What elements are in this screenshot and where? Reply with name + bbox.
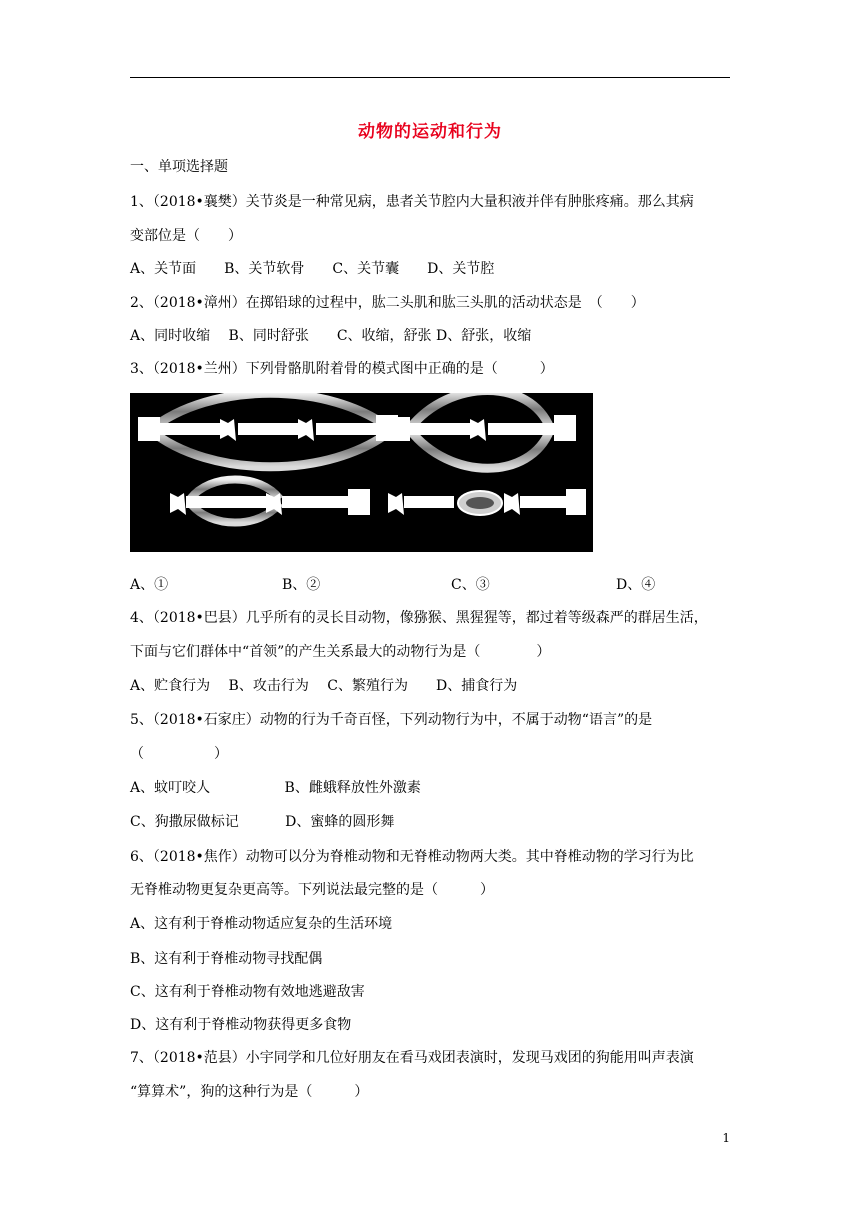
question-7-line-1: 7、（2018•范县）小宇同学和几位好朋友在看马戏团表演时，发现马戏团的狗能用叫声表演 bbox=[130, 1050, 694, 1066]
diagram-3 bbox=[170, 480, 370, 523]
question-3-option-d: D、④ bbox=[616, 577, 656, 593]
question-5-line-1: 5、（2018•石家庄）动物的行为千奇百怪，下列动物行为中，不属于动物“语言”的是 bbox=[130, 712, 653, 728]
question-6-option-a: A、这有利于脊椎动物适应复杂的生活环境 bbox=[130, 916, 393, 932]
muscle-bone-diagram bbox=[130, 393, 593, 552]
question-6-option-d: D、这有利于脊椎动物获得更多食物 bbox=[130, 1017, 352, 1033]
diagram-1 bbox=[138, 393, 398, 467]
question-3-option-a: A、① bbox=[130, 577, 169, 593]
question-3-option-b: B、② bbox=[282, 577, 321, 593]
question-5-options-row-1: A、蚊叮咬人 B、雌蛾释放性外激素 bbox=[130, 780, 421, 796]
question-5-options-row-2: C、狗撒尿做标记 D、蜜蜂的圆形舞 bbox=[130, 814, 395, 830]
question-6-option-c: C、这有利于脊椎动物有效地逃避敌害 bbox=[130, 984, 365, 1000]
page-number: 1 bbox=[722, 1131, 730, 1145]
question-4-line-1: 4、（2018•巴县）几乎所有的灵长目动物，像猕猴、黑猩猩等，都过着等级森严的群居生活， bbox=[130, 610, 708, 626]
question-2-options: A、同时收缩 B、同时舒张 C、收缩，舒张 D、舒张，收缩 bbox=[130, 328, 532, 344]
page-title: 动物的运动和行为 bbox=[358, 122, 502, 142]
question-3-line-1: 3、（2018•兰州）下列骨骼肌附着骨的模式图中正确的是（ ） bbox=[130, 361, 554, 377]
section-heading: 一、单项选择题 bbox=[130, 159, 228, 175]
question-5-line-2: （ ） bbox=[130, 746, 228, 762]
question-4-options: A、贮食行为 B、攻击行为 C、繁殖行为 D、捕食行为 bbox=[130, 678, 518, 694]
question-6-line-1: 6、（2018•焦作）动物可以分为脊椎动物和无脊椎动物两大类。其中脊椎动物的学习行为比 bbox=[130, 849, 694, 865]
header-rule bbox=[130, 77, 730, 78]
question-1-options: A、关节面 B、关节软骨 C、关节囊 D、关节腔 bbox=[130, 261, 495, 277]
question-1-line-1: 1、（2018•襄樊）关节炎是一种常见病，患者关节腔内大量积液并伴有肿胀疼痛。那么其病 bbox=[130, 194, 694, 210]
question-1-line-2: 变部位是（ ） bbox=[130, 228, 242, 244]
diagram-2 bbox=[388, 393, 576, 468]
question-7-line-2: “算算术”，狗的这种行为是（ ） bbox=[130, 1084, 369, 1100]
diagram-4 bbox=[388, 489, 586, 515]
question-6-line-2: 无脊椎动物更复杂更高等。下列说法最完整的是（ ） bbox=[130, 882, 494, 898]
question-6-option-b: B、这有利于脊椎动物寻找配偶 bbox=[130, 951, 323, 967]
question-2-line-1: 2、（2018•漳州）在掷铅球的过程中，肱二头肌和肱三头肌的活动状态是 （ ） bbox=[130, 295, 645, 311]
question-3-option-c: C、③ bbox=[451, 577, 490, 593]
question-4-line-2: 下面与它们群体中“首领”的产生关系最大的动物行为是（ ） bbox=[130, 644, 551, 660]
